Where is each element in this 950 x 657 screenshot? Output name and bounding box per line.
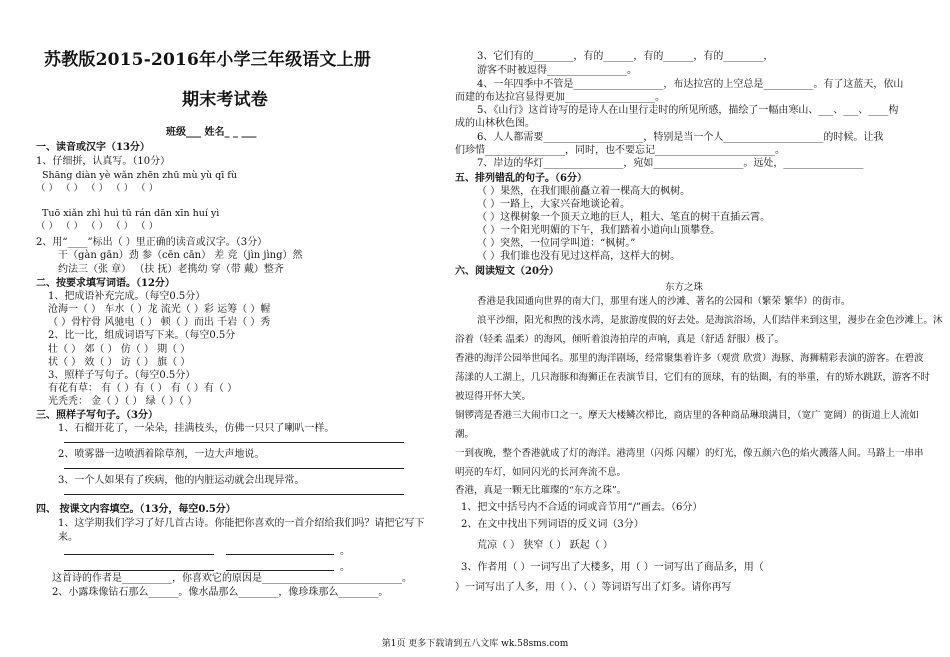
answer-line [64, 494, 404, 495]
question-text: 1、石榴开花了，一朵朵，挂满枝头，仿佛一只只了喇叭一样。 [58, 423, 335, 434]
question-text: 1、仔细拼，认真写。（10分） [36, 156, 171, 167]
question-text: 2、小露珠像钻石那么______。像水晶那么________，像珍珠那么________。 [52, 587, 389, 598]
passage-text: 香港的海洋公园举世闻名。那里的海洋剧场，经常聚集着许多（观赏 欣赏）海豚、海狮精彩表演的游客。在碧波 [455, 353, 924, 364]
question-text: 来。 [58, 532, 78, 543]
answer-line [64, 468, 404, 469]
passage-text: 荡漾的人工湖上，几只海豚和海狮正在表演节目，它们有的顶球，有的钻圈，有的举重，有的矫水跳跃，游客不时 [455, 372, 931, 383]
question-text: 而建的布达拉宫显得更加__________________。 [455, 92, 665, 103]
passage-text: 一到夜晚，整个香港就成了灯的海洋。港湾里（闪烁 闪耀）的灯光，像五颜六色的焰火溅落人间。马路上一串串 [455, 448, 924, 459]
question-text: 成的山林秋色图。 [455, 118, 535, 129]
question-text: 。 [340, 562, 350, 573]
question-text: 1、把文中括号内不合适的词或音节用“/”画去。（6分） [461, 502, 703, 513]
answer-boxes-row: （ ） （ ） （ ） （ ） （ ） [36, 221, 159, 232]
question-text: 。 [340, 546, 350, 557]
question-text: 2、用“____”标出（ ）里正确的读音或汉字。（3分） [36, 237, 268, 248]
exam-subtitle: 期末考试卷 [182, 90, 268, 110]
question-text: 有花有草： 有（ ）有（ ） 有（ ）有（ ） [48, 383, 238, 394]
exam-title: 苏教版2015-2016年小学三年级语文上册 [44, 50, 372, 70]
question-text: （ ）骨柠骨 风驰电（ ） 顿（ ）而出 千岩（ ）秀 [48, 317, 271, 328]
section-6-heading: 六、阅读短文（20分） [455, 266, 559, 277]
answer-line [226, 570, 334, 571]
question-text: 3、照样子写句子。（每空0.5分） [48, 370, 196, 381]
question-text: 这首诗的作者是__________，你喜欢它的原因是____________________________。 [52, 573, 412, 584]
question-text: 1、这学期我们学习了好几首古诗。你能把你喜欢的一首介绍给我们吗？请把它写下 [58, 518, 425, 529]
question-text: 3、它们有的________，有的______，有的______，有的________， [477, 51, 774, 62]
answer-line [64, 570, 214, 571]
question-text: 7、岸边的华灯________________，宛如__________________。远处，________________ [477, 158, 864, 169]
section-1-heading: 一、读音或汉字（13分） [36, 142, 150, 153]
question-text: 光秃秃： 金（ ）（ ） 绿（ ）（ ） [48, 396, 198, 407]
list-item: （ ）一路上，大家兴奋地谈论着。 [477, 199, 631, 210]
question-text: 2、在文中找出下列词语的反义词（3分） [461, 519, 644, 530]
page-footer: 第1页 更多下载请到五八文库 wk.58sms.com [381, 639, 569, 649]
pinyin-row: Shāng diàn yè wǎn zhēn zhū mù yù qī fù [42, 170, 237, 181]
question-text: 沧海一（ ） 车水（ ）龙 流光（ ）彩 运筹（ ）幄 [48, 304, 271, 315]
class-name-header: 班级___ 姓名_ _ ___ [166, 127, 257, 138]
question-text: 1、把成语补充完成。（每空0.5分） [48, 291, 206, 302]
question-text: ）一词写出了人多，用（ ）、（ ）等词语写出了灯多。请你再写 [455, 582, 732, 593]
question-text: 3、作者用（ ）一词写出了大楼多，用（ ）一词写出了商品多，用（ [461, 562, 764, 573]
passage-text: 潮。 [455, 429, 475, 440]
passage-text: 浪平沙细，阳光和煦的浅水湾，是旅游度假的好去处。是海滨浴场，人们结伴来到这里，漫步在金色沙滩上。沐 [477, 315, 943, 326]
question-text: 们珍惜________________，同时，也不要忘记________________________。 [455, 145, 785, 156]
section-5-heading: 五、排列错乱的句子。（6分） [455, 173, 587, 184]
passage-text: 浴着（轻柔 温柔）的海风，倾听着浪涛拍岸的声响，真是（舒适 舒服）极了。 [455, 334, 785, 345]
answer-line [64, 554, 214, 555]
passage-text: 铜锣湾是香港三大闹市口之一。摩天大楼鳞次栉比，商店里的各种商品琳琅满目，（宽广 宽阔）的街道上人流如 [455, 410, 919, 421]
section-3-heading: 三、照样子写句子。（3分） [36, 410, 158, 421]
pinyin-row: Tuō xiǎn zhì huì tū rán dān xīn huí yì [42, 208, 220, 219]
question-text: 游客不时被逗得________________。 [477, 65, 637, 76]
passage-text: 香港是我国通向世界的南大门，那里有迷人的沙滩、著名的公园和（繁荣 繁华）的街市。 [477, 296, 851, 307]
question-text: 2、喷雾器一边喷洒着除草剂，一边大声地说。 [58, 449, 265, 460]
list-item: （ ）一个阳光明媚的下午，我们踏着小道向山顶攀登。 [477, 225, 721, 236]
passage-text: 被逗得开怀大笑。 [455, 391, 532, 402]
answer-boxes-row: （ ） （ ） （ ） （ ） （ ） [36, 183, 159, 194]
list-item: （ ）我们谁也没有见过这样高，这样大的树。 [477, 251, 681, 262]
section-4-heading: 四、 按课文内容填空。（13分，每空0.5分） [36, 504, 236, 515]
list-item: （ ）突然，一位同学叫道：“枫树。” [477, 238, 636, 249]
passage-text: 香港，真是一颗无比璀璨的“东方之珠”。 [455, 485, 627, 496]
question-text: 干（gàn gān）劲 参（cēn cān） 差 竞（jìn jìng）然 [58, 250, 303, 261]
question-text: 壮（ ） 郊（ ） 仿（ ） 期（ ） [48, 344, 191, 355]
passage-title: 东方之珠 [665, 282, 704, 293]
question-text: 5、《山行》这首诗写的是诗人在山里行走时的所见所感，描绘了一幅由寒山、___、___、____构 [477, 105, 899, 116]
answer-line [64, 442, 404, 443]
question-text: 4、一年四季中不管是__________________，布达拉宫的上空总是__________。有了这蓝天，依山 [477, 79, 904, 90]
question-text: 约法三（张 章） （扶 抚）老携幼 穿（带 戴）整齐 [58, 264, 284, 275]
passage-text: 明亮的车灯，如同闪光的长河奔流不息。 [455, 467, 627, 478]
list-item: （ ）果然，在我们眼前矗立着一棵高大的枫树。 [477, 186, 691, 197]
question-text: 状（ ） 效（ ） 访（ ） 旗（ ） [48, 357, 191, 368]
answer-line [226, 554, 334, 555]
question-text: 2、比一比，组成词语写下来。（每空0.5分 [48, 330, 236, 341]
list-item: （ ）这棵树象一个顶天立地的巨人，粗大、笔直的树干直插云霄。 [477, 212, 771, 223]
question-text: 3、一个人如果有了疾病，他的内脏运动就会出现异常。 [58, 475, 305, 486]
question-text: 6、人人都需要____________________，特别是当一个人____________________的时候。让我 [477, 132, 884, 143]
section-2-heading: 二、按要求填写词语。（12分） [36, 278, 175, 289]
question-text: 荒凉（ ） 狭窄（ ） 跃起（ ） [477, 540, 613, 551]
